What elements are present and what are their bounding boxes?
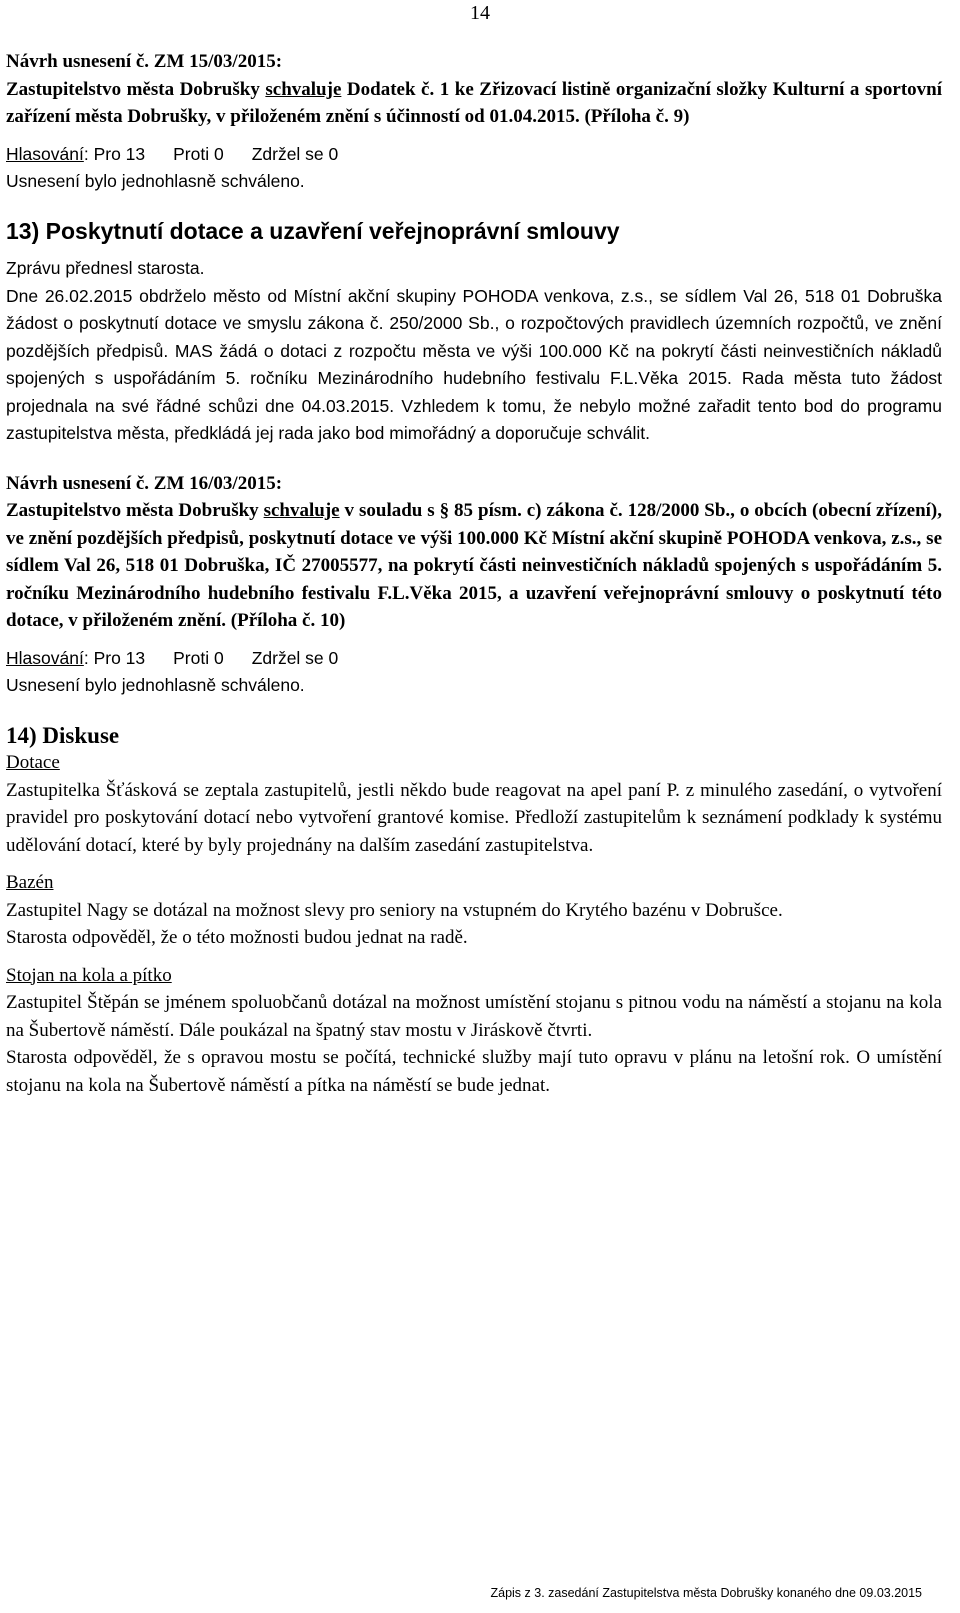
topic-title: Dotace: [6, 752, 60, 773]
page-number: 14: [470, 2, 490, 24]
vote-abstain: Zdržel se 0: [251, 647, 339, 668]
section-heading: 14) Diskuse: [6, 722, 120, 748]
draft-resolution-text: [6, 76, 942, 131]
section-heading: 13) Poskytnutí dotace a uzavření veřejnoprávní smlouvy: [6, 217, 620, 244]
section-14: [6, 722, 942, 1100]
resolution-verb: schvaluje: [263, 500, 340, 521]
topic-paragraph: Zastupitelka Šťásková se zeptala zastupitelů, jestli někdo bude reagovat na apel paní P. z minulého zasedání, o vytvoření pravidel pro poskytování dotací nebo vytvoření grantové komise. Předloží zastupitelům k seznámení podklady k systému udělování dotací, které by byly projednány na dalším zasedání zastupitelstva.: [6, 779, 942, 856]
vote-pro: Pro 13: [93, 647, 146, 668]
vote-result: Usnesení bylo jednohlasně schváleno.: [6, 171, 305, 191]
spacer: [6, 952, 942, 962]
topic-paragraph: Zastupitel Nagy se dotázal na možnost slevy pro seniory na vstupném do Krytého bazénu v Dobrušce.: [6, 899, 783, 921]
discussion-topic: [6, 749, 942, 859]
draft-resolution-text: [6, 497, 942, 635]
vote-block-1: [6, 141, 942, 196]
spacer: [6, 859, 942, 869]
topic-title: Bazén: [6, 872, 54, 893]
vote-line: Hlasování: Pro 13 Proti 0 Zdržel se 0: [6, 647, 339, 668]
spacer: [6, 635, 942, 645]
spacer: [6, 131, 942, 141]
vote-label: Hlasování: [6, 647, 84, 668]
discussion-topic: [6, 962, 942, 1100]
discussion-topic: [6, 869, 942, 952]
resolution-content: Dodatek č. 1 ke Zřizovací listině organizační složky Kulturní a sportovní zařízení města Dobrušky, v přiloženém znění s účinností od 01.04.2015. (Příloha č. 9): [6, 78, 943, 127]
page-footer: Zápis z 3. zasedání Zastupitelstva města Dobrušky konaného dne 09.03.2015: [490, 1585, 922, 1600]
draft-resolution-1: [6, 48, 942, 131]
draft-resolution-title: Návrh usnesení č. ZM 15/03/2015:: [6, 51, 283, 72]
spacer: [6, 448, 942, 470]
vote-abstain: Zdržel se 0: [251, 143, 339, 164]
vote-label: Hlasování: [6, 143, 84, 164]
section-13: [6, 218, 942, 448]
vote-line: Hlasování: Pro 13 Proti 0 Zdržel se 0: [6, 143, 339, 164]
topic-paragraph: Starosta odpověděl, že o této možnosti budou jednat na radě.: [6, 927, 468, 948]
resolution-subject: Zastupitelstvo města Dobrušky: [6, 500, 259, 521]
spacer: [6, 700, 942, 722]
vote-pro: Pro 13: [93, 143, 146, 164]
topic-paragraph: Zastupitel Štěpán se jménem spoluobčanů dotázal na možnost umístění stojanu s pitnou vodu na náměstí a stojanu na kola na Šubertově náměstí. Dále poukázal na špatný stav mostu v Jiráskově čtvrti.: [6, 992, 942, 1041]
document-body: [6, 48, 942, 1099]
vote-proti: Proti 0: [173, 647, 224, 668]
topic-title: Stojan na kola a pítko: [6, 964, 172, 986]
section-intro: Zprávu přednesl starosta.: [6, 258, 205, 278]
vote-result: Usnesení bylo jednohlasně schváleno.: [6, 675, 305, 695]
draft-resolution-title: Návrh usnesení č. ZM 16/03/2015:: [6, 472, 283, 494]
section-paragraph: Dne 26.02.2015 obdrželo město od Místní akční skupiny POHODA venkova, z.s., se sídlem Val 26, 518 01 Dobruška žádost o poskytnutí dotace ve smyslu zákona č. 250/2000 Sb., o rozpočtových pravidlech územních rozpočtů, ve znění pozdějších předpisů. MAS žádá o dotaci z rozpočtu města ve výši 100.000 Kč na pokrytí části neinvestičních nákladů spojených s uspořádáním 5. ročníku Mezinárodního hudebního festivalu F.L.Věka 2015. Rada města tuto žádost projednala na své řádné schůzi dne 04.03.2015. Vzhledem k tomu, že nebylo možné zařadit tento bod do programu zastupitelstva města, předkládá jej rada jako bod mimořádný a doporučuje schválit.: [6, 285, 942, 443]
spacer: [6, 196, 942, 218]
resolution-content: v souladu s § 85 písm. c) zákona č. 128/2000 Sb., o obcích (obecní zřízení), ve znění pozdějších předpisů, poskytnutí dotace ve výši 100.000 Kč Místní akční skupině POHODA venkova, z.s., se sídlem Val 26, 518 01 Dobruška, IČ 27005577, na pokrytí části neinvestičních nákladů spojených s uspořádáním 5. ročníku Mezinárodního hudebního festivalu F.L.Věka 2015, a uzavření veřejnoprávní smlouvy o poskytnutí této dotace, v přiloženém znění. (Příloha č. 10): [6, 500, 942, 631]
vote-block-2: [6, 645, 942, 700]
vote-proti: Proti 0: [173, 143, 224, 164]
spacer: [6, 245, 942, 255]
resolution-subject: Zastupitelstvo města Dobrušky: [6, 78, 260, 100]
resolution-verb: schvaluje: [265, 78, 342, 100]
draft-resolution-2: [6, 470, 942, 635]
topic-paragraph: Starosta odpověděl, že s opravou mostu se počítá, technické služby mají tuto opravu v plánu na letošní rok. O umístění stojanu na kola na Šubertově náměstí a pítka na náměstí se bude jednat.: [6, 1047, 942, 1096]
